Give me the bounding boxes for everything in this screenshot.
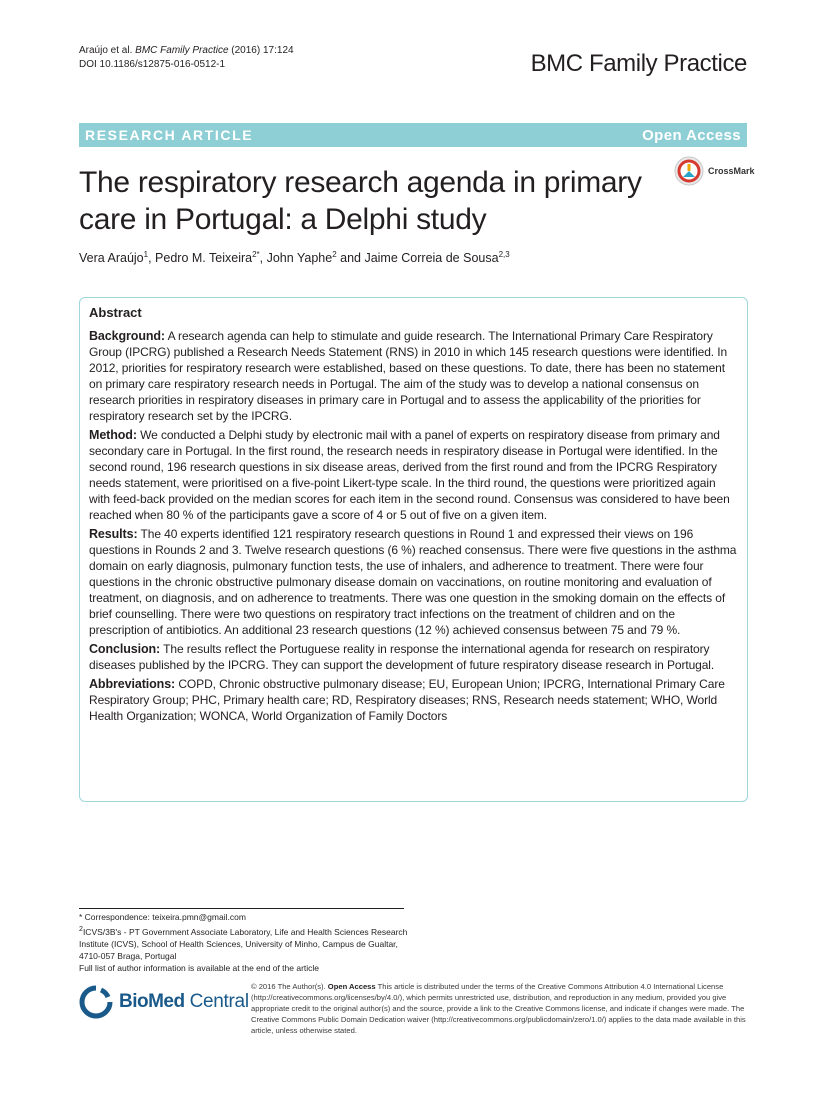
article-title bbox=[79, 164, 669, 238]
citation-journal: BMC Family Practice bbox=[135, 45, 229, 56]
biomed-central-logo-icon bbox=[79, 985, 113, 1019]
crossmark-label: CrossMark bbox=[708, 166, 755, 176]
abstract-method: Method: We conducted a Delphi study by electronic mail with a panel of experts on respiratory disease from primary and secondary care in Portugal. In the first round, the research needs in respiratory disease in Portugal were identified. In the second round, 196 research questions in six disease areas, derived from the first round and from the IPCRG Respiratory needs statement, were prioritised on a five-point Likert-type scale. In the third round, the questions were prioritized again with feed-back provided on the median scores for each item in the second round. Consensus was considered to have been reached when 80 % of the participants gave a score of 4 or 5 out of five on a given item. bbox=[89, 428, 730, 522]
correspondence-email[interactable]: * Correspondence: teixeira.pmn@gmail.com bbox=[79, 912, 246, 922]
citation-block bbox=[79, 44, 294, 72]
abstract-conclusion: Conclusion: The results reflect the Portuguese reality in response the international agenda for research on respiratory diseases published by the IPCRG. They can support the development of future respiratory disease research in Portugal. bbox=[89, 642, 715, 672]
title-line-2: care in Portugal: a Delphi study bbox=[79, 203, 487, 236]
author-info-note: Full list of author information is available at the end of the article bbox=[79, 962, 320, 973]
affiliation: $^2$ICVS/3B's - PT Government Associate Laboratory, Life and Health Sciences Research Institute (ICVS), School of Health Sciences, University of Minho, Campus de Gualtar, 4710-057 Braga, Portugal bbox=[79, 925, 408, 961]
article-type-banner bbox=[79, 123, 747, 147]
crossmark-icon bbox=[674, 156, 704, 186]
article-type-label: RESEARCH ARTICLE bbox=[85, 127, 254, 143]
crossmark-badge[interactable] bbox=[674, 156, 755, 186]
abstract-results: Results: The 40 experts identified 121 respiratory research questions in Round 1 and expressed their views on 196 questions in Rounds 2 and 3. Twelve research questions (6 %) reached consensus. There were five questions in the asthma domain on early diagnosis, pulmonary function tests, the use of inhalers, and adherence to treatment. There were four questions in the chronic obstructive pulmonary disease domain on vaccinations, on routine monitoring and evaluation of treatment, on diagnosis, and on adherence to treatments. There was one question in the smoking domain on the effects of brief counselling. There were two questions on respiratory tract infections on the treatment of children and on the prescription of antibiotics. An additional 23 research questions (12 %) achieved consensus between 75 and 79 %. bbox=[89, 527, 737, 637]
abstract-abbreviations: Abbreviations: COPD, Chronic obstructive pulmonary disease; EU, European Union; IPCRG, International Primary Care Respiratory Group; PHC, Primary health care; RD, Respiratory diseases; RNS, Research needs statement; WHO, World Health Organization; WONCA, World Organization of Family Doctors bbox=[89, 677, 725, 723]
citation-volume: (2016) 17:124 bbox=[228, 45, 294, 56]
abstract-heading: Abstract bbox=[89, 305, 142, 320]
abstract-box bbox=[79, 297, 748, 802]
open-access-label: Open Access bbox=[642, 126, 741, 144]
author-1[interactable]: Vera Araújo$^1$ bbox=[79, 250, 149, 266]
citation-authors: Araújo et al. bbox=[79, 45, 136, 56]
author-list: Vera Araújo$^1$, Pedro M. Teixeira$^{2*}$, John Yaphe$^2$ and Jaime Correia de Sousa$^{2,3}$ bbox=[79, 250, 510, 266]
author-3[interactable]: John Yaphe$^2$ bbox=[266, 250, 337, 266]
citation-doi[interactable]: DOI 10.1186/s12875-016-0512-1 bbox=[79, 59, 226, 70]
author-4[interactable]: Jaime Correia de Sousa$^{2,3}$ bbox=[364, 250, 510, 266]
author-2[interactable]: Pedro M. Teixeira$^{2*}$ bbox=[155, 250, 260, 266]
license-text: © 2016 The Author(s). Open Access This article is distributed under the terms of the Creative Commons Attribution 4.0 International License (http://creativecommons.org/licenses/by/4.0/), which permits unrestricted use, distribution, and reproduction in any medium, provided you give appropriate credit to the original author(s) and the source, provide a link to the Creative Commons license, and indicate if changes were made. The Creative Commons Public Domain Dedication waiver (http://creativecommons.org/publicdomain/zero/1.0/) applies to the data made available in this article, unless otherwise stated. bbox=[251, 982, 746, 1035]
footnote-block bbox=[79, 911, 419, 974]
biomed-central-logo[interactable] bbox=[79, 985, 249, 1019]
citation-line-1 bbox=[79, 44, 294, 58]
footnote-divider bbox=[79, 908, 404, 909]
logo-text-biomed: BioMed bbox=[119, 991, 185, 1012]
abstract-background: Background: A research agenda can help to stimulate and guide research. The International Primary Care Respiratory Group (IPCRG) published a Research Needs Statement (RNS) in 2010 in which 145 research questions were identified. In 2012, priorities for respiratory research were established, based on these questions. To date, there has been no statement on primary care respiratory research needs in Portugal. The aim of the study was to develop a national consensus on research priorities in respiratory diseases in primary care in Portugal and to assess the applicability of the priorities for respiratory research set by the IPCRG. bbox=[89, 329, 728, 423]
journal-name: BMC Family Practice bbox=[530, 50, 747, 77]
logo-text-central: Central bbox=[184, 991, 249, 1012]
title-line-1: The respiratory research agenda in primary bbox=[79, 166, 642, 199]
